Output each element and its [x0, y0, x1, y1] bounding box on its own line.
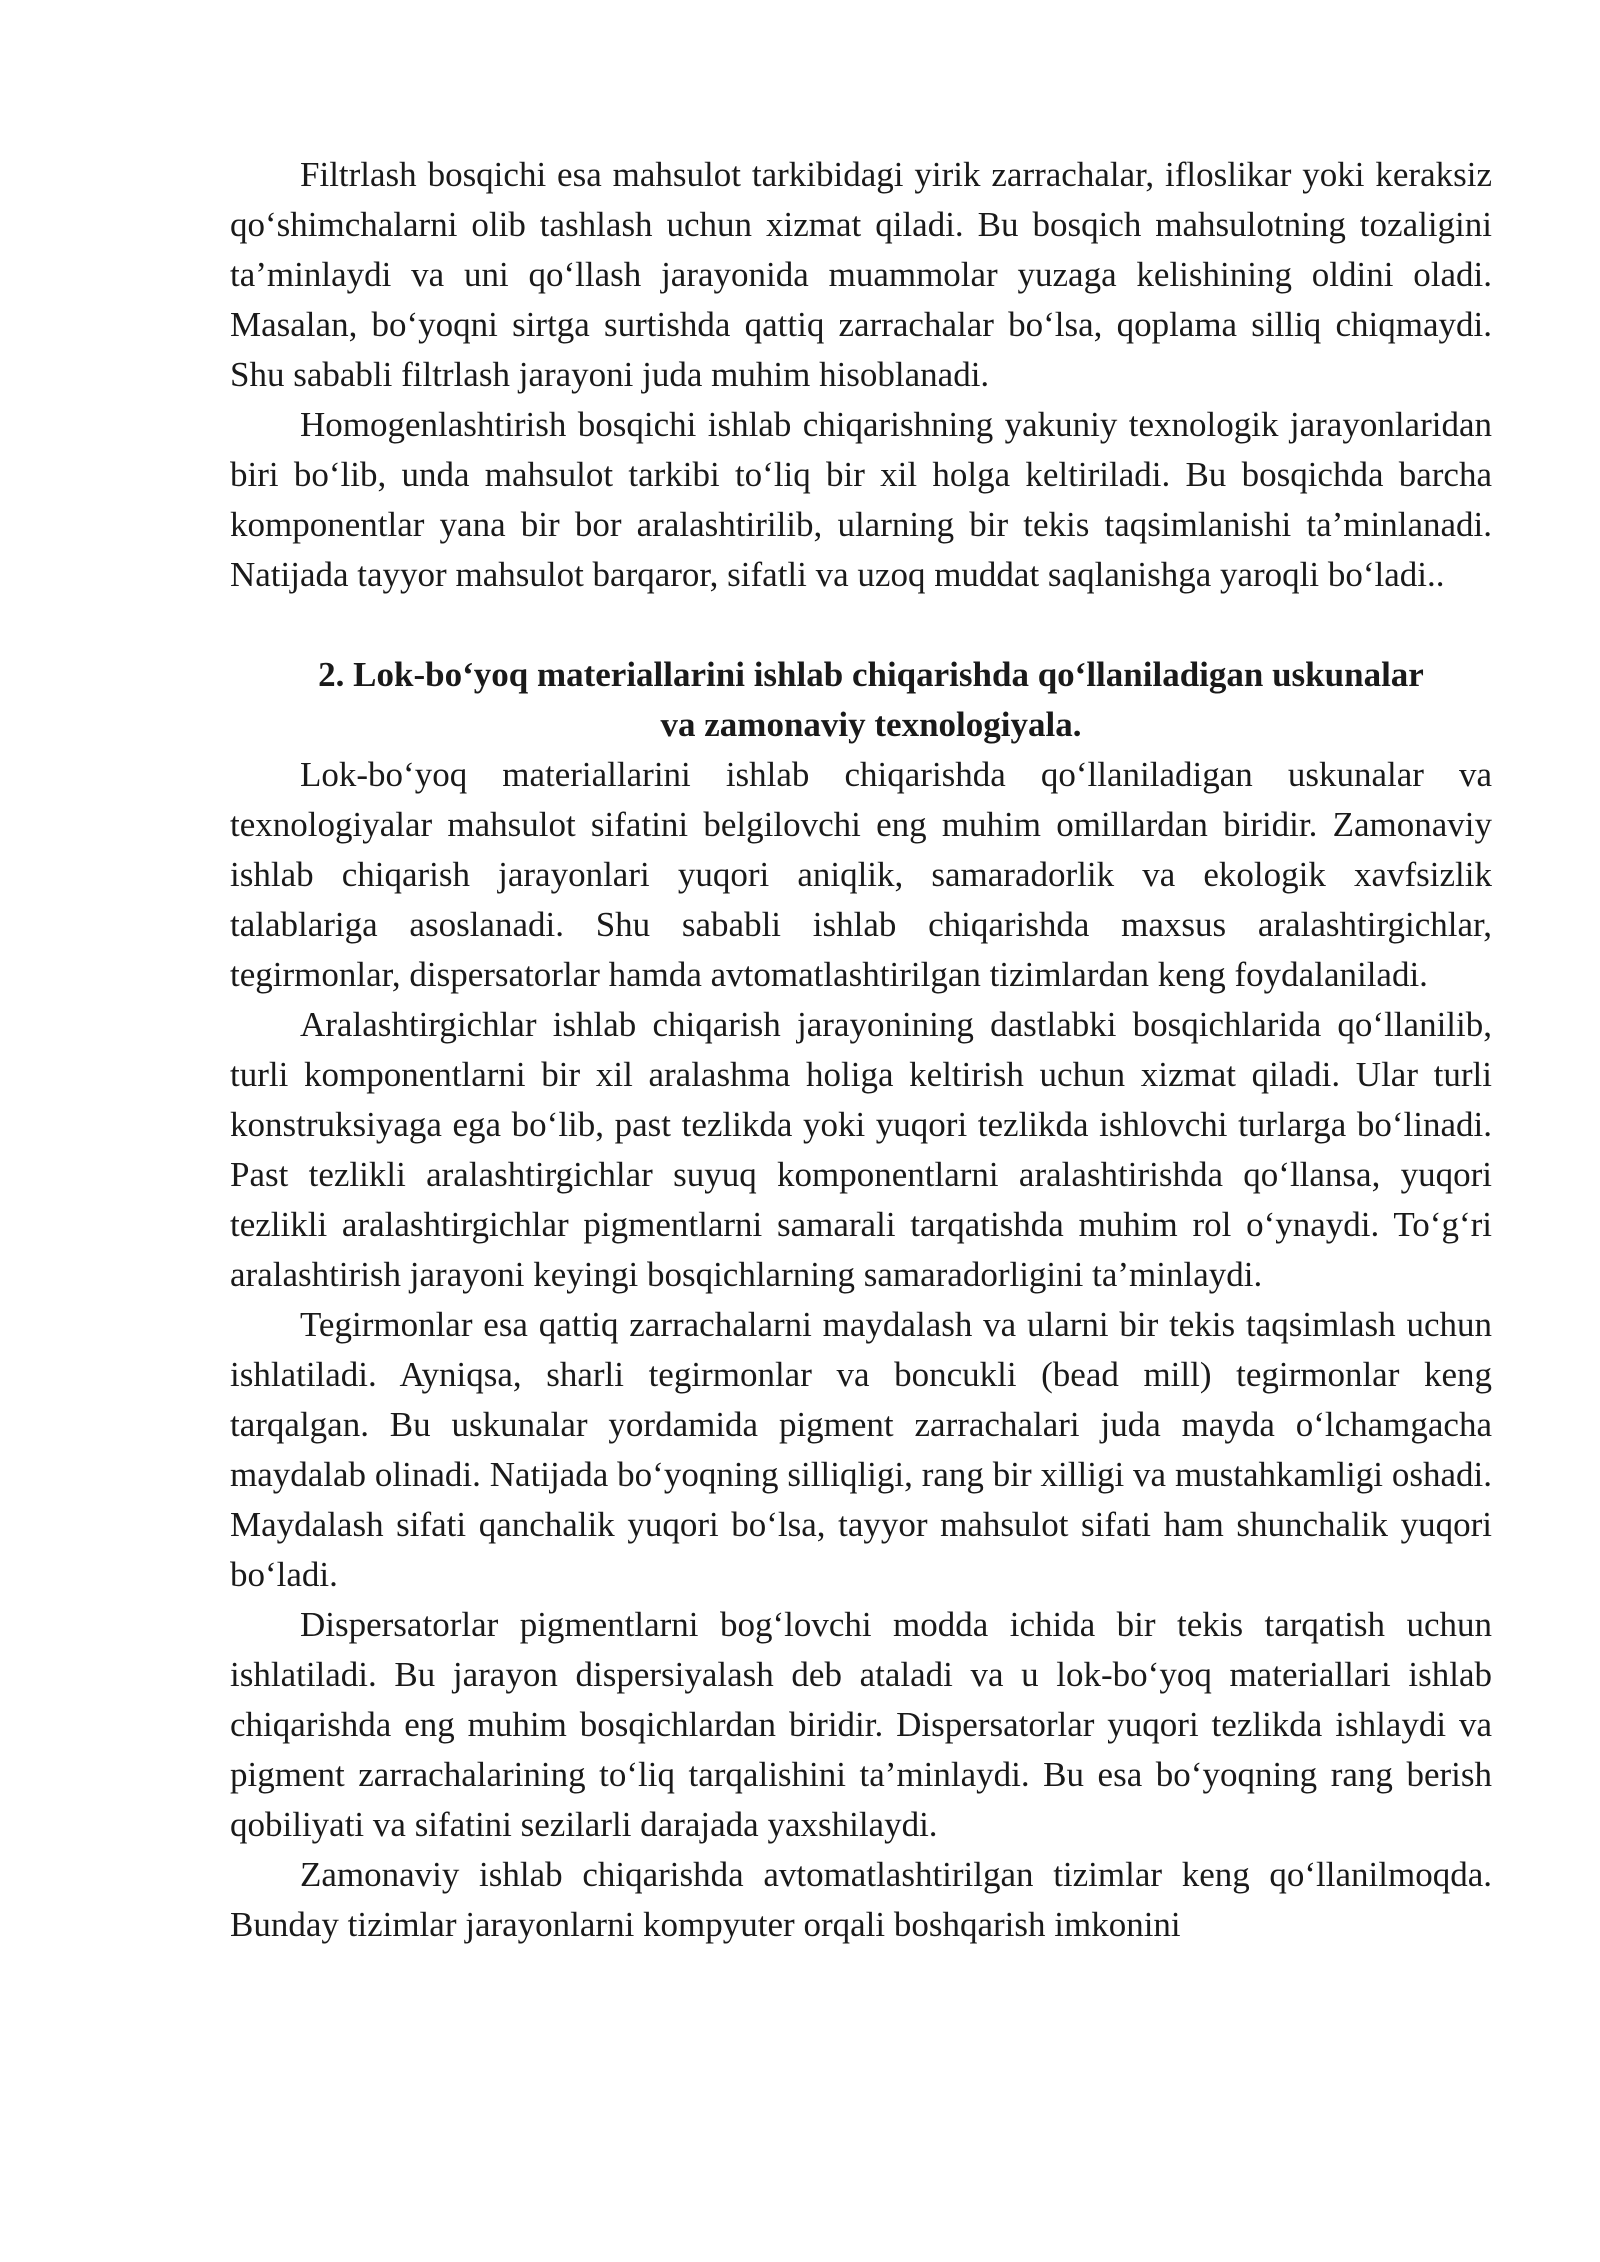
document-page [230, 150, 1492, 1950]
paragraph-uskunalar-intro: Lok-bo‘yoq materiallarini ishlab chiqarishda qo‘llaniladigan uskunalar va texnologiyalar mahsulot sifatini belgilovchi eng muhim omillardan biridir. Zamonaviy ishlab chiqarish jarayonlari yuqori aniqlik, samaradorlik va ekologik xavfsizlik talablariga asoslanadi. Shu sababli ishlab chiqarishda maxsus aralashtirgichlar, tegirmonlar, dispersatorlar hamda avtomatlashtirilgan tizimlardan keng foydalaniladi. [230, 755, 1492, 994]
section-heading [230, 650, 1492, 750]
paragraph-tegirmonlar: Tegirmonlar esa qattiq zarrachalarni maydalash va ularni bir tekis taqsimlash uchun ishlatiladi. Ayniqsa, sharli tegirmonlar va boncukli (bead mill) tegirmonlar keng tarqalgan. Bu uskunalar yordamida pigment zarrachalari juda mayda o‘lchamgacha maydalab olinadi. Natijada bo‘yoqning silliqligi, rang bir xilligi va mustahkamligi oshadi. Maydalash sifati qanchalik yuqori bo‘lsa, tayyor mahsulot sifati ham shunchalik yuqori bo‘ladi. [230, 1305, 1492, 1594]
section-heading-line1: 2. Lok-bo‘yoq materiallarini ishlab chiqarishda qo‘llaniladigan uskunalar [318, 655, 1424, 694]
section-heading-line2: va zamonaviy texnologiyala. [660, 705, 1082, 744]
paragraph-aralashtirgichlar: Aralashtirgichlar ishlab chiqarish jarayonining dastlabki bosqichlarida qo‘llanilib, turli komponentlarni bir xil aralashma holiga keltirish uchun xizmat qiladi. Ular turli konstruksiyaga ega bo‘lib, past tezlikda yoki yuqori tezlikda ishlovchi turlarga bo‘linadi. Past tezlikli aralashtirgichlar suyuq komponentlarni aralashtirishda qo‘llansa, yuqori tezlikli aralashtirgichlar pigmentlarni samarali tarqatishda muhim rol o‘ynaydi. To‘g‘ri aralashtirish jarayoni keyingi bosqichlarning samaradorligini ta’minlaydi. [230, 1005, 1492, 1294]
paragraph-dispersatorlar: Dispersatorlar pigmentlarni bog‘lovchi modda ichida bir tekis tarqatish uchun ishlatiladi. Bu jarayon dispersiyalash deb ataladi va u lok-bo‘yoq materiallari ishlab chiqarishda eng muhim bosqichlardan biridir. Dispersatorlar yuqori tezlikda ishlaydi va pigment zarrachalarining to‘liq tarqalishini ta’minlaydi. Bu esa bo‘yoqning rang berish qobiliyati va sifatini sezilarli darajada yaxshilaydi. [230, 1605, 1492, 1844]
paragraph-homogenlashtirish: Homogenlashtirish bosqichi ishlab chiqarishning yakuniy texnologik jarayonlaridan biri bo‘lib, unda mahsulot tarkibi to‘liq bir xil holga keltiriladi. Bu bosqichda barcha komponentlar yana bir bor aralashtirilib, ularning bir tekis taqsimlanishi ta’minlanadi. Natijada tayyor mahsulot barqaror, sifatli va uzoq muddat saqlanishga yaroqli bo‘ladi.. [230, 405, 1492, 594]
paragraph-filtrlash: Filtrlash bosqichi esa mahsulot tarkibidagi yirik zarrachalar, ifloslikar yoki keraksiz qo‘shimchalarni olib tashlash uchun xizmat qiladi. Bu bosqich mahsulotning tozaligini ta’minlaydi va uni qo‘llash jarayonida muammolar yuzaga kelishining oldini oladi. Masalan, bo‘yoqni sirtga surtishda qattiq zarrachalar bo‘lsa, qoplama silliq chiqmaydi. Shu sababli filtrlash jarayoni juda muhim hisoblanadi. [230, 155, 1492, 394]
paragraph-avtomatlashtirilgan: Zamonaviy ishlab chiqarishda avtomatlashtirilgan tizimlar keng qo‘llanilmoqda. Bunday tizimlar jarayonlarni kompyuter orqali boshqarish imkonini [230, 1855, 1492, 1944]
